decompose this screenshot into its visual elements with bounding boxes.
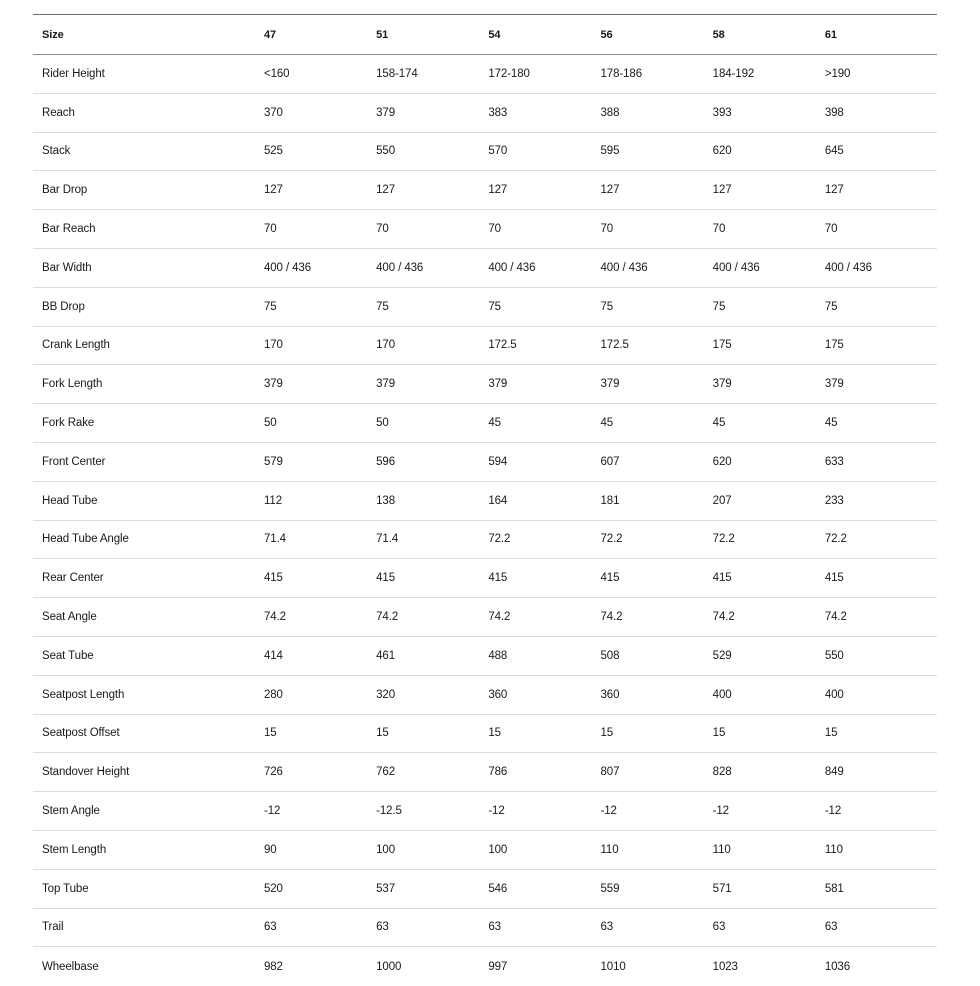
header-size-56: 56 (600, 28, 613, 41)
table-row (33, 753, 937, 792)
table-cell: 488 (488, 649, 508, 662)
table-cell: 74.2 (488, 611, 511, 624)
table-cell: 594 (488, 455, 508, 468)
table-cell: 45 (824, 417, 838, 430)
table-cell: 415 (600, 572, 620, 585)
table-cell: 63 (824, 921, 838, 934)
table-cell: 74.2 (600, 611, 623, 624)
table-cell: 175 (712, 339, 732, 352)
table-cell: 110 (824, 843, 843, 856)
table-row (33, 521, 937, 560)
row-label: Stem Angle (42, 805, 100, 818)
table-row (33, 792, 937, 831)
table-cell: 360 (488, 688, 508, 701)
row-label: Crank Length (42, 339, 110, 352)
table-cell: 786 (488, 766, 508, 779)
table-cell: 184-192 (712, 67, 755, 80)
table-cell: 63 (376, 921, 389, 934)
table-cell: 383 (488, 106, 508, 119)
table-cell: 71.4 (376, 533, 399, 546)
table-cell: 1023 (712, 960, 738, 973)
row-label: Head Tube (42, 494, 98, 507)
table-cell: 70 (600, 223, 614, 236)
table-cell: 620 (712, 145, 732, 158)
table-cell: 400 / 436 (824, 261, 872, 274)
table-cell: 127 (824, 184, 844, 197)
table-cell: 72.2 (712, 533, 735, 546)
table-cell: 127 (376, 184, 396, 197)
table-cell: 607 (600, 455, 620, 468)
table-cell: 461 (376, 649, 396, 662)
table-row (33, 249, 937, 288)
table-cell: 70 (488, 223, 501, 236)
row-label: Seat Tube (42, 649, 94, 662)
table-cell: 982 (263, 960, 283, 973)
table-cell: 379 (488, 378, 508, 391)
header-size-label: Size (42, 28, 64, 41)
table-cell: 393 (712, 106, 732, 119)
table-cell: 400 / 436 (488, 261, 536, 274)
row-label: Trail (42, 921, 64, 934)
table-cell: 520 (263, 882, 283, 895)
table-cell: 138 (376, 494, 396, 507)
table-cell: 400 / 436 (600, 261, 648, 274)
table-row (33, 831, 937, 870)
table-cell: 71.4 (263, 533, 286, 546)
table-cell: 170 (376, 339, 396, 352)
header-size-54: 54 (488, 28, 501, 41)
table-cell: 997 (488, 960, 508, 973)
row-label: Head Tube Angle (42, 533, 129, 546)
row-label: Rider Height (42, 67, 105, 80)
table-cell: 559 (600, 882, 620, 895)
table-cell: 127 (712, 184, 732, 197)
table-cell: 508 (600, 649, 620, 662)
table-cell: 90 (263, 843, 277, 856)
row-label: Stem Length (42, 843, 107, 856)
table-cell: 15 (824, 727, 838, 740)
table-cell: 570 (488, 145, 508, 158)
table-cell: 164 (488, 494, 508, 507)
row-label: Seat Angle (42, 611, 97, 624)
table-header-row (33, 15, 937, 55)
table-cell: 379 (712, 378, 732, 391)
row-label: Stack (42, 145, 71, 158)
table-cell: 233 (824, 494, 844, 507)
table-cell: -12 (824, 805, 842, 818)
table-cell: 762 (376, 766, 396, 779)
row-label: Seatpost Offset (42, 727, 120, 740)
table-cell: 415 (376, 572, 396, 585)
table-row (33, 171, 937, 210)
row-label: Standover Height (42, 766, 130, 779)
table-cell: 75 (376, 300, 389, 313)
table-cell: 63 (263, 921, 277, 934)
table-cell: 45 (600, 417, 614, 430)
table-cell: 15 (263, 727, 277, 740)
table-cell: 537 (376, 882, 396, 895)
table-cell: 550 (824, 649, 844, 662)
table-cell: 398 (824, 106, 844, 119)
table-cell: 415 (824, 572, 844, 585)
row-label: Fork Length (42, 378, 103, 391)
table-cell: 633 (824, 455, 844, 468)
table-cell: 645 (824, 145, 844, 158)
table-cell: 75 (712, 300, 726, 313)
table-cell: 596 (376, 455, 396, 468)
table-cell: 379 (376, 106, 396, 119)
table-row (33, 365, 937, 404)
table-cell: 415 (263, 572, 283, 585)
table-cell: 110 (600, 843, 619, 856)
table-cell: 360 (600, 688, 620, 701)
geometry-table (33, 14, 937, 986)
table-cell: 15 (712, 727, 726, 740)
row-label: Top Tube (42, 882, 89, 895)
table-cell: 546 (488, 882, 508, 895)
header-size-47: 47 (263, 28, 277, 41)
table-row (33, 715, 937, 754)
table-cell: 72.2 (488, 533, 511, 546)
table-row (33, 327, 937, 366)
table-cell: 74.2 (712, 611, 735, 624)
table-body (33, 55, 937, 986)
row-label: Seatpost Length (42, 688, 125, 701)
table-cell: 75 (488, 300, 501, 313)
table-cell: 110 (712, 843, 731, 856)
table-cell: 50 (263, 417, 277, 430)
header-size-51: 51 (376, 28, 389, 41)
table-cell: 620 (712, 455, 732, 468)
table-cell: -12 (712, 805, 729, 818)
table-cell: 45 (488, 417, 501, 430)
table-cell: -12 (488, 805, 505, 818)
row-label: Wheelbase (42, 960, 99, 973)
table-cell: 70 (712, 223, 726, 236)
table-cell: 172.5 (600, 339, 629, 352)
table-cell: 63 (600, 921, 614, 934)
table-cell: 579 (263, 455, 283, 468)
table-cell: 70 (263, 223, 277, 236)
row-label: Bar Width (42, 261, 92, 274)
table-cell: -12 (600, 805, 617, 818)
table-cell: 127 (488, 184, 508, 197)
table-cell: 807 (600, 766, 620, 779)
table-cell: 415 (712, 572, 732, 585)
table-cell: 1036 (824, 960, 851, 973)
table-cell: 112 (263, 494, 283, 507)
table-cell: 158-174 (376, 67, 418, 80)
table-cell: 175 (824, 339, 844, 352)
table-cell: 74.2 (824, 611, 847, 624)
row-label: Bar Drop (42, 184, 88, 197)
table-cell: 1010 (600, 960, 626, 973)
row-label: Reach (42, 106, 75, 119)
table-cell: 400 / 436 (712, 261, 760, 274)
table-row (33, 909, 937, 948)
table-cell: 320 (376, 688, 396, 701)
table-cell: 379 (600, 378, 620, 391)
table-cell: 72.2 (824, 533, 847, 546)
table-row (33, 637, 937, 676)
table-row (33, 404, 937, 443)
row-label: Fork Rake (42, 417, 95, 430)
table-cell: 280 (263, 688, 283, 701)
table-cell: 550 (376, 145, 396, 158)
table-cell: 207 (712, 494, 732, 507)
table-cell: 414 (263, 649, 283, 662)
table-cell: 15 (600, 727, 614, 740)
table-row (33, 210, 937, 249)
table-cell: 15 (488, 727, 501, 740)
table-cell: 72.2 (600, 533, 623, 546)
row-label: Bar Reach (42, 223, 96, 236)
table-cell: 127 (600, 184, 620, 197)
row-label: Rear Center (42, 572, 104, 585)
table-row (33, 676, 937, 715)
table-row (33, 870, 937, 909)
table-row (33, 947, 937, 986)
table-cell: -12 (263, 805, 281, 818)
table-cell: 181 (600, 494, 620, 507)
table-cell: 100 (488, 843, 508, 856)
table-cell: 172.5 (488, 339, 517, 352)
table-cell: 75 (824, 300, 838, 313)
table-cell: 595 (600, 145, 620, 158)
table-cell: 849 (824, 766, 844, 779)
table-cell: 127 (263, 184, 283, 197)
table-cell: 75 (600, 300, 614, 313)
table-cell: 400 / 436 (263, 261, 312, 274)
table-cell: 370 (263, 106, 283, 119)
header-size-61: 61 (824, 28, 837, 41)
table-cell: 571 (712, 882, 732, 895)
table-cell: 400 (712, 688, 732, 701)
table-cell: 172-180 (488, 67, 530, 80)
row-label: Front Center (42, 455, 106, 468)
table-cell: 70 (376, 223, 389, 236)
table-cell: 70 (824, 223, 838, 236)
table-cell: <160 (263, 67, 290, 80)
table-cell: 400 / 436 (376, 261, 424, 274)
table-cell: 75 (263, 300, 277, 313)
table-cell: 63 (488, 921, 501, 934)
table-cell: 400 (824, 688, 844, 701)
table-cell: 74.2 (376, 611, 399, 624)
table-cell: 828 (712, 766, 732, 779)
table-cell: 170 (263, 339, 283, 352)
table-cell: 726 (263, 766, 283, 779)
table-row (33, 133, 937, 172)
table-cell: 178-186 (600, 67, 642, 80)
table-cell: 50 (376, 417, 389, 430)
table-cell: 379 (263, 378, 283, 391)
table-cell: -12.5 (376, 805, 402, 818)
table-cell: 45 (712, 417, 726, 430)
table-cell: >190 (824, 67, 851, 80)
table-cell: 379 (376, 378, 396, 391)
table-row (33, 482, 937, 521)
table-row (33, 598, 937, 637)
row-label: BB Drop (42, 300, 85, 313)
table-cell: 74.2 (263, 611, 286, 624)
table-cell: 581 (824, 882, 844, 895)
table-cell: 1000 (376, 960, 402, 973)
table-row (33, 288, 937, 327)
table-row (33, 94, 937, 133)
table-cell: 63 (712, 921, 726, 934)
header-size-58: 58 (712, 28, 725, 41)
table-row (33, 559, 937, 598)
table-cell: 525 (263, 145, 283, 158)
table-cell: 15 (376, 727, 389, 740)
table-row (33, 55, 937, 94)
table-cell: 379 (824, 378, 844, 391)
table-cell: 100 (376, 843, 396, 856)
table-row (33, 443, 937, 482)
table-cell: 415 (488, 572, 508, 585)
table-cell: 388 (600, 106, 620, 119)
table-cell: 529 (712, 649, 732, 662)
